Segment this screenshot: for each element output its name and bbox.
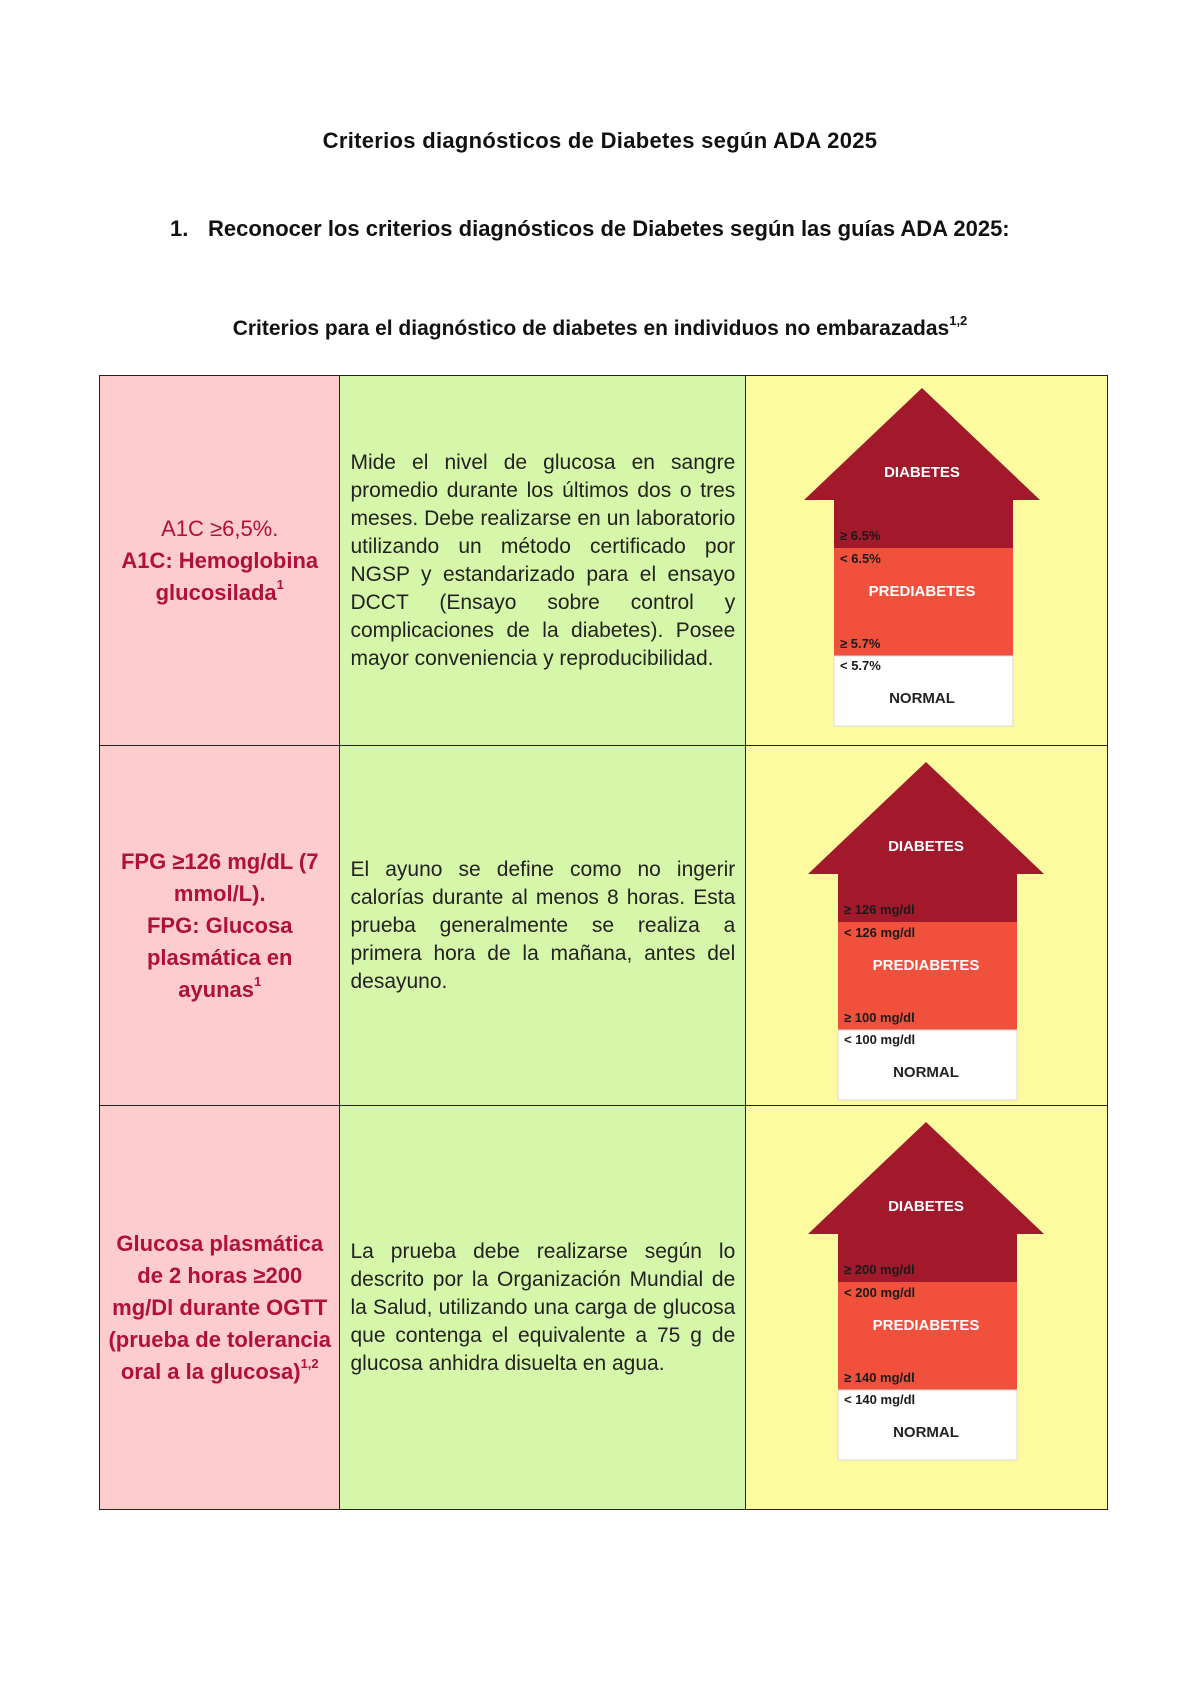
arrow-cell	[746, 746, 1108, 1106]
prediabetes-threshold: ≥ 140 mg/dl	[844, 1370, 915, 1385]
diagnostic-arrow	[808, 762, 1044, 1102]
description-cell	[340, 746, 746, 1106]
criterion-cell	[100, 376, 340, 746]
diabetes-threshold: ≥ 126 mg/dl	[844, 902, 915, 917]
list-item-number: 1.	[170, 216, 189, 241]
normal-upper: < 5.7%	[840, 658, 882, 673]
diabetes-label: DIABETES	[888, 838, 965, 855]
diabetes-threshold: ≥ 6.5%	[840, 528, 881, 543]
criterion-line2: FPG: Glucosa plasmática en ayunas	[146, 912, 293, 1002]
page-title: Criterios diagnósticos de Diabetes según ADA 2025	[322, 128, 878, 153]
table-row	[100, 376, 1108, 746]
criterion-sup: 1	[276, 577, 284, 593]
criterion-line1: A1C ≥6,5%.	[161, 515, 279, 541]
prediabetes-threshold: ≥ 100 mg/dl	[844, 1010, 915, 1025]
criterion-cell	[100, 1106, 340, 1510]
diagnostic-arrow	[804, 388, 1040, 728]
table-row	[100, 746, 1108, 1106]
criterion-sup: 1,2	[300, 1356, 319, 1372]
description-text: Mide el nivel de glucosa en sangre promedio durante los últimos dos o tres meses. Debe realizarse en un laboratorio utilizando un método certificado por NGSP y estandarizado para el ensayo DCCT (Ensayo sobre control y complicaciones de la diabetes). Posee mayor conveniencia y reproducibilidad.	[350, 450, 736, 670]
prediabetes-label: PREDIABETES	[872, 957, 980, 974]
criterion-sup: 1	[254, 974, 262, 990]
normal-label: NORMAL	[893, 1064, 960, 1081]
description-text: El ayuno se define como no ingerir calorías durante al menos 8 horas. Esta prueba generalmente se realiza a primera hora de la mañana, antes del desayuno.	[350, 857, 736, 993]
normal-upper: < 100 mg/dl	[844, 1032, 916, 1047]
normal-upper: < 140 mg/dl	[844, 1392, 916, 1407]
criterion-line1: Glucosa plasmática de 2 horas ≥200 mg/Dl durante OGTT (prueba de tolerancia oral a la glucosa)	[108, 1230, 331, 1384]
diabetes-label: DIABETES	[888, 1198, 965, 1215]
prediabetes-upper: < 126 mg/dl	[844, 925, 916, 940]
criterion-cell	[100, 746, 340, 1106]
prediabetes-threshold: ≥ 5.7%	[840, 636, 881, 651]
criterion-line1: FPG ≥126 mg/dL (7 mmol/L).	[120, 848, 319, 906]
description-text: La prueba debe realizarse según lo descrito por la Organización Mundial de la Salud, utilizando una carga de glucosa que contenga el equivalente a 75 g de glucosa anhidra disuelta en agua.	[350, 1239, 736, 1375]
table-row	[100, 1106, 1108, 1510]
list-item-text: Reconocer los criterios diagnósticos de Diabetes según las guías ADA 2025:	[208, 216, 1010, 241]
prediabetes-upper: < 6.5%	[840, 551, 882, 566]
normal-label: NORMAL	[893, 1424, 960, 1441]
criterion-line2: A1C: Hemoglobina glucosilada	[121, 547, 319, 605]
diagnostic-arrow	[808, 1122, 1044, 1462]
diabetes-threshold: ≥ 200 mg/dl	[844, 1262, 915, 1277]
normal-label: NORMAL	[889, 690, 956, 707]
table-caption-text: Criterios para el diagnóstico de diabetes en individuos no embarazadas	[232, 317, 950, 340]
prediabetes-label: PREDIABETES	[868, 583, 976, 600]
prediabetes-label: PREDIABETES	[872, 1317, 980, 1334]
description-cell	[340, 376, 746, 746]
description-cell	[340, 1106, 746, 1510]
diabetes-label: DIABETES	[884, 464, 961, 481]
table-caption-sup: 1,2	[949, 313, 968, 328]
criteria-table	[99, 375, 1108, 1510]
arrow-cell	[746, 1106, 1108, 1510]
prediabetes-upper: < 200 mg/dl	[844, 1285, 916, 1300]
arrow-cell	[746, 376, 1108, 746]
table-caption	[180, 313, 1020, 345]
